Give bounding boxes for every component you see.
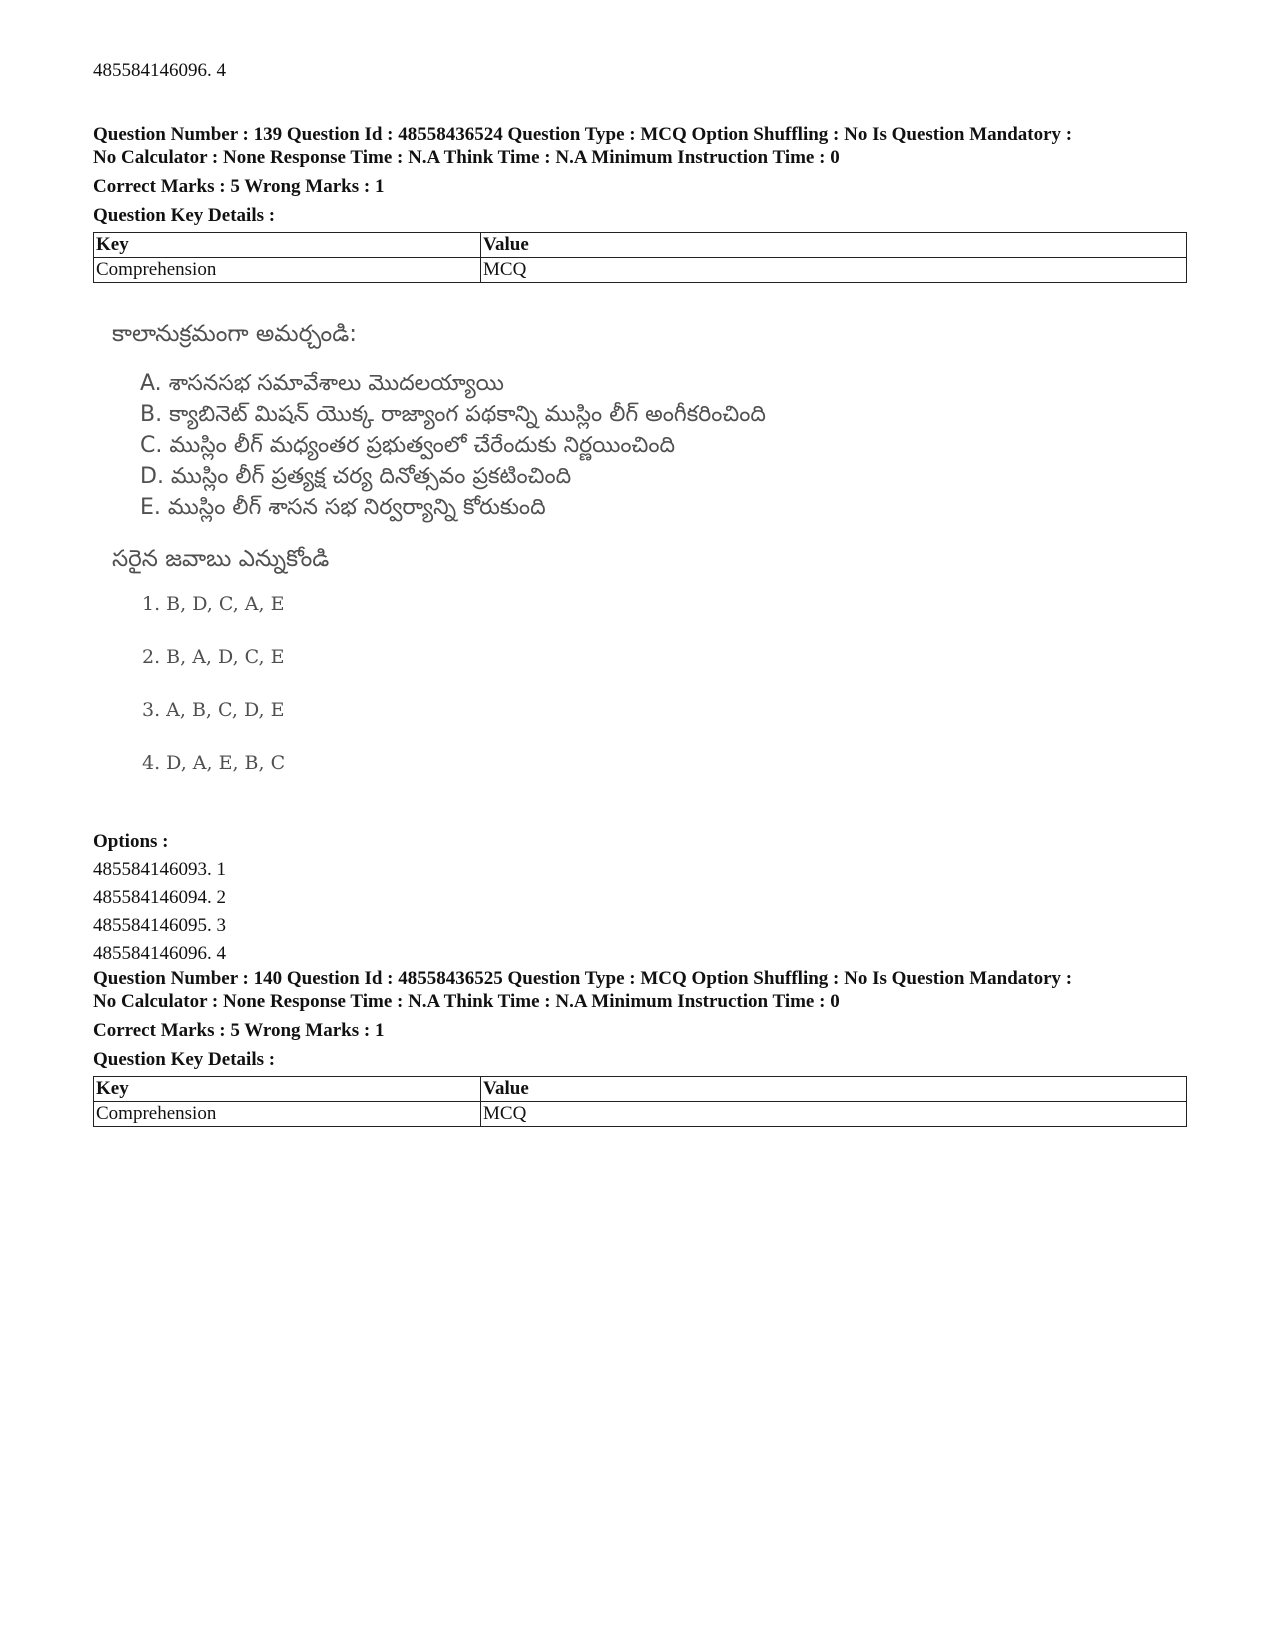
answer-choice-list: [142, 593, 766, 805]
table-header-row: [94, 1077, 1187, 1102]
option-item: 485584146094. 2: [93, 887, 226, 908]
answer-prompt: సరైన జవాబు ఎన్నుకోండి: [112, 546, 330, 572]
question-140: [93, 967, 1183, 1127]
statement-b: B. క్యాబినెట్ మిషన్ యొక్క రాజ్యాంగ పథకాన్ని ముస్లిం లీగ్ అంగీకరించింది: [140, 402, 766, 427]
question-marks: Correct Marks : 5 Wrong Marks : 1: [93, 1020, 385, 1041]
question-key-details-label: Question Key Details :: [93, 1049, 276, 1070]
question-meta: [93, 967, 1183, 1013]
answer-choice-1: 1. B, D, C, A, E: [142, 593, 285, 615]
statement-c: C. ముస్లిం లీగ్ మధ్యంతర ప్రభుత్వంలో చేరేందుకు నిర్ణయించింది: [140, 433, 676, 458]
question-key-table: [93, 1076, 1187, 1127]
question-meta-line1: Question Number : 139 Question Id : 48558436524 Question Type : MCQ Option Shuffling : No Is Question Mandatory :: [93, 124, 1073, 145]
question-meta-line2: No Calculator : None Response Time : N.A Think Time : N.A Minimum Instruction Time : 0: [93, 991, 840, 1012]
answer-choice-4: 4. D, A, E, B, C: [142, 752, 286, 774]
table-cell-key: Comprehension: [94, 1102, 481, 1127]
question-key-details-label: Question Key Details :: [93, 205, 276, 226]
table-cell-key: Comprehension: [94, 258, 481, 283]
table-header-row: [94, 233, 1187, 258]
option-item: 485584146093. 1: [93, 859, 226, 880]
question-meta-line2: No Calculator : None Response Time : N.A Think Time : N.A Minimum Instruction Time : 0: [93, 147, 840, 168]
question-meta: [93, 123, 1183, 169]
question-image: [112, 320, 766, 805]
table-cell-value: MCQ: [481, 258, 1187, 283]
options-section: [93, 828, 226, 968]
question-marks: Correct Marks : 5 Wrong Marks : 1: [93, 176, 385, 197]
previous-question-last-option: 485584146096. 4: [93, 60, 226, 81]
question-139: [93, 123, 1183, 283]
answer-choice-3: 3. A, B, C, D, E: [142, 699, 285, 721]
statement-list: [140, 368, 766, 523]
table-header-value: Value: [481, 1077, 1187, 1102]
answer-choice-2: 2. B, A, D, C, E: [142, 646, 285, 668]
table-row: [94, 1102, 1187, 1127]
question-instruction: కాలానుక్రమంగా అమర్చండి:: [112, 321, 357, 347]
question-meta-line1: Question Number : 140 Question Id : 48558436525 Question Type : MCQ Option Shuffling : No Is Question Mandatory :: [93, 968, 1073, 989]
table-row: [94, 258, 1187, 283]
table-header-key: Key: [94, 1077, 481, 1102]
statement-e: E. ముస్లిం లీగ్ శాసన సభ నిర్వర్యాన్ని కోరుకుంది: [140, 495, 546, 520]
table-header-value: Value: [481, 233, 1187, 258]
option-item: 485584146096. 4: [93, 943, 226, 964]
options-label: Options :: [93, 831, 169, 852]
question-key-table: [93, 232, 1187, 283]
table-header-key: Key: [94, 233, 481, 258]
table-cell-value: MCQ: [481, 1102, 1187, 1127]
statement-d: D. ముస్లిం లీగ్ ప్రత్యక్ష చర్య దినోత్సవం ప్రకటించింది: [140, 464, 572, 489]
option-item: 485584146095. 3: [93, 915, 226, 936]
statement-a: A. శాసనసభ సమావేశాలు మొదలయ్యాయి: [140, 371, 504, 396]
